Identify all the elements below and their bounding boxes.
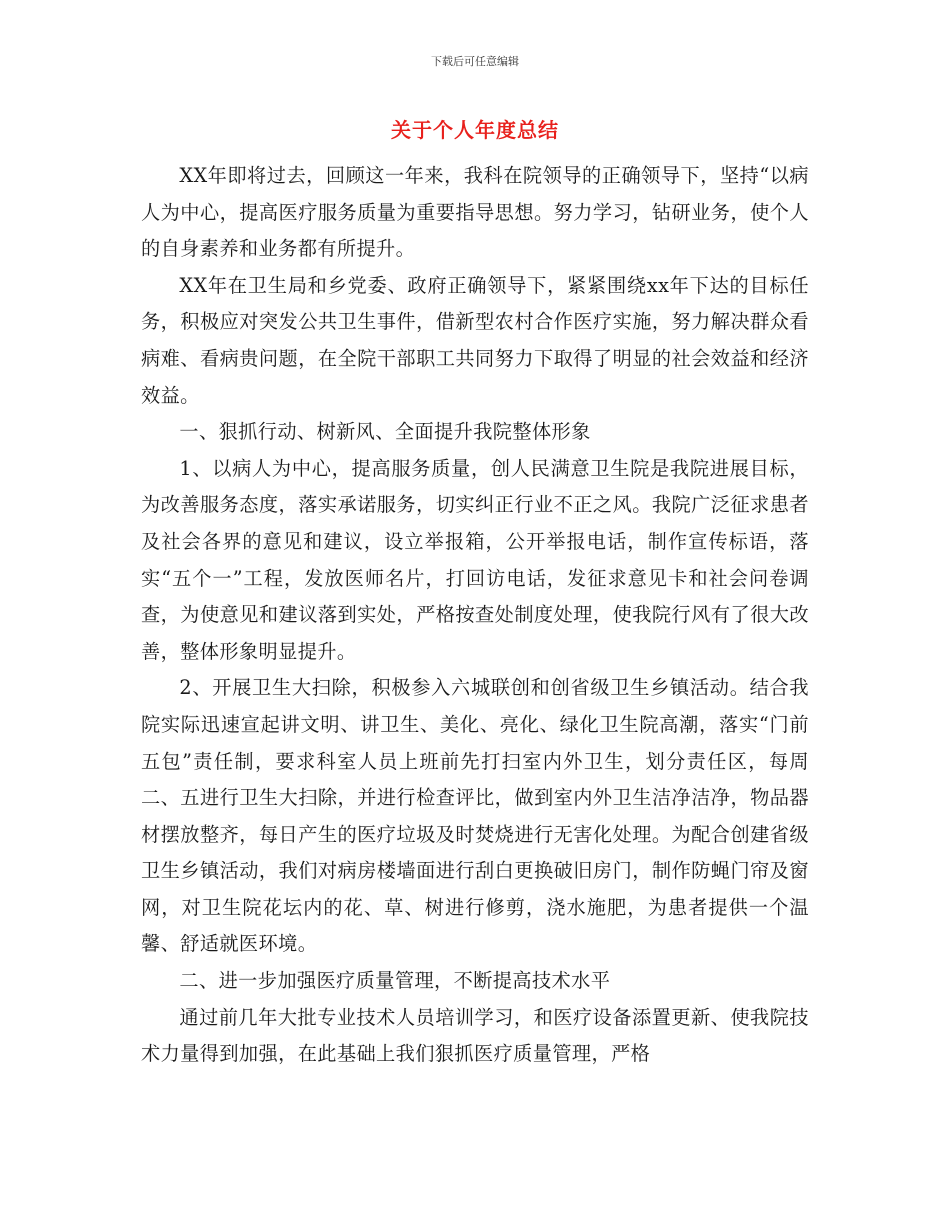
paragraph-item-1: 1、以病人为中心，提高服务质量，创人民满意卫生院是我院进展目标，为改善服务态度，落实承诺服务，切实纠正行业不正之风。我院广泛征求患者及社会各界的意见和建议，设立举报箱，公开举报电话，制作宣传标语，落实“五个一”工程，发放医师名片，打回访电话，发征求意见卡和社会问卷调查，为使意见和建议落到实处，严格按查处制度处理，使我院行风有了很大改善，整体形象明显提升。: [141, 456, 809, 663]
paragraph-intro: XX年即将过去，回顾这一年来，我科在院领导的正确领导下，坚持“以病人为中心，提高医疗服务质量为重要指导思想。努力学习，钻研业务，使个人的自身素养和业务都有所提升。: [141, 164, 809, 261]
section-heading-2: 二、进一步加强医疗质量管理，不断提高技术水平: [179, 969, 611, 993]
document-body: [141, 158, 809, 1073]
document-title: 关于个人年度总结: [391, 118, 559, 142]
paragraph-item-2: 2、开展卫生大扫除，积极参入六城联创和创省级卫生乡镇活动。结合我院实际迅速宣起讲文明、讲卫生、美化、亮化、绿化卫生院高潮，落实“门前五包”责任制，要求科室人员上班前先打扫室内外卫生，划分责任区，每周二、五进行卫生大扫除，并进行检查评比，做到室内外卫生洁净洁净，物品器材摆放整齐，每日产生的医疗垃圾及时焚烧进行无害化处理。为配合创建省级卫生乡镇活动，我们对病房楼墙面进行刮白更换破旧房门，制作防蝇门帘及窗网，对卫生院花坛内的花、草、树进行修剪，浇水施肥，为患者提供一个温馨、舒适就医环境。: [141, 676, 809, 956]
paragraph-overview: XX年在卫生局和乡党委、政府正确领导下，紧紧围绕xx年下达的目标任务，积极应对突发公共卫生事件，借新型农村合作医疗实施，努力解决群众看病难、看病贵问题，在全院干部职工共同努力下取得了明显的社会效益和经济效益。: [141, 273, 809, 407]
page-header-note: 下载后可任意编辑: [431, 55, 519, 68]
paragraph-quality: 通过前几年大批专业技术人员培训学习，和医疗设备添置更新、使我院技术力量得到加强，在此基础上我们狠抓医疗质量管理，严格: [141, 1005, 809, 1066]
section-heading-1: 一、狠抓行动、树新风、全面提升我院整体形象: [179, 420, 591, 444]
